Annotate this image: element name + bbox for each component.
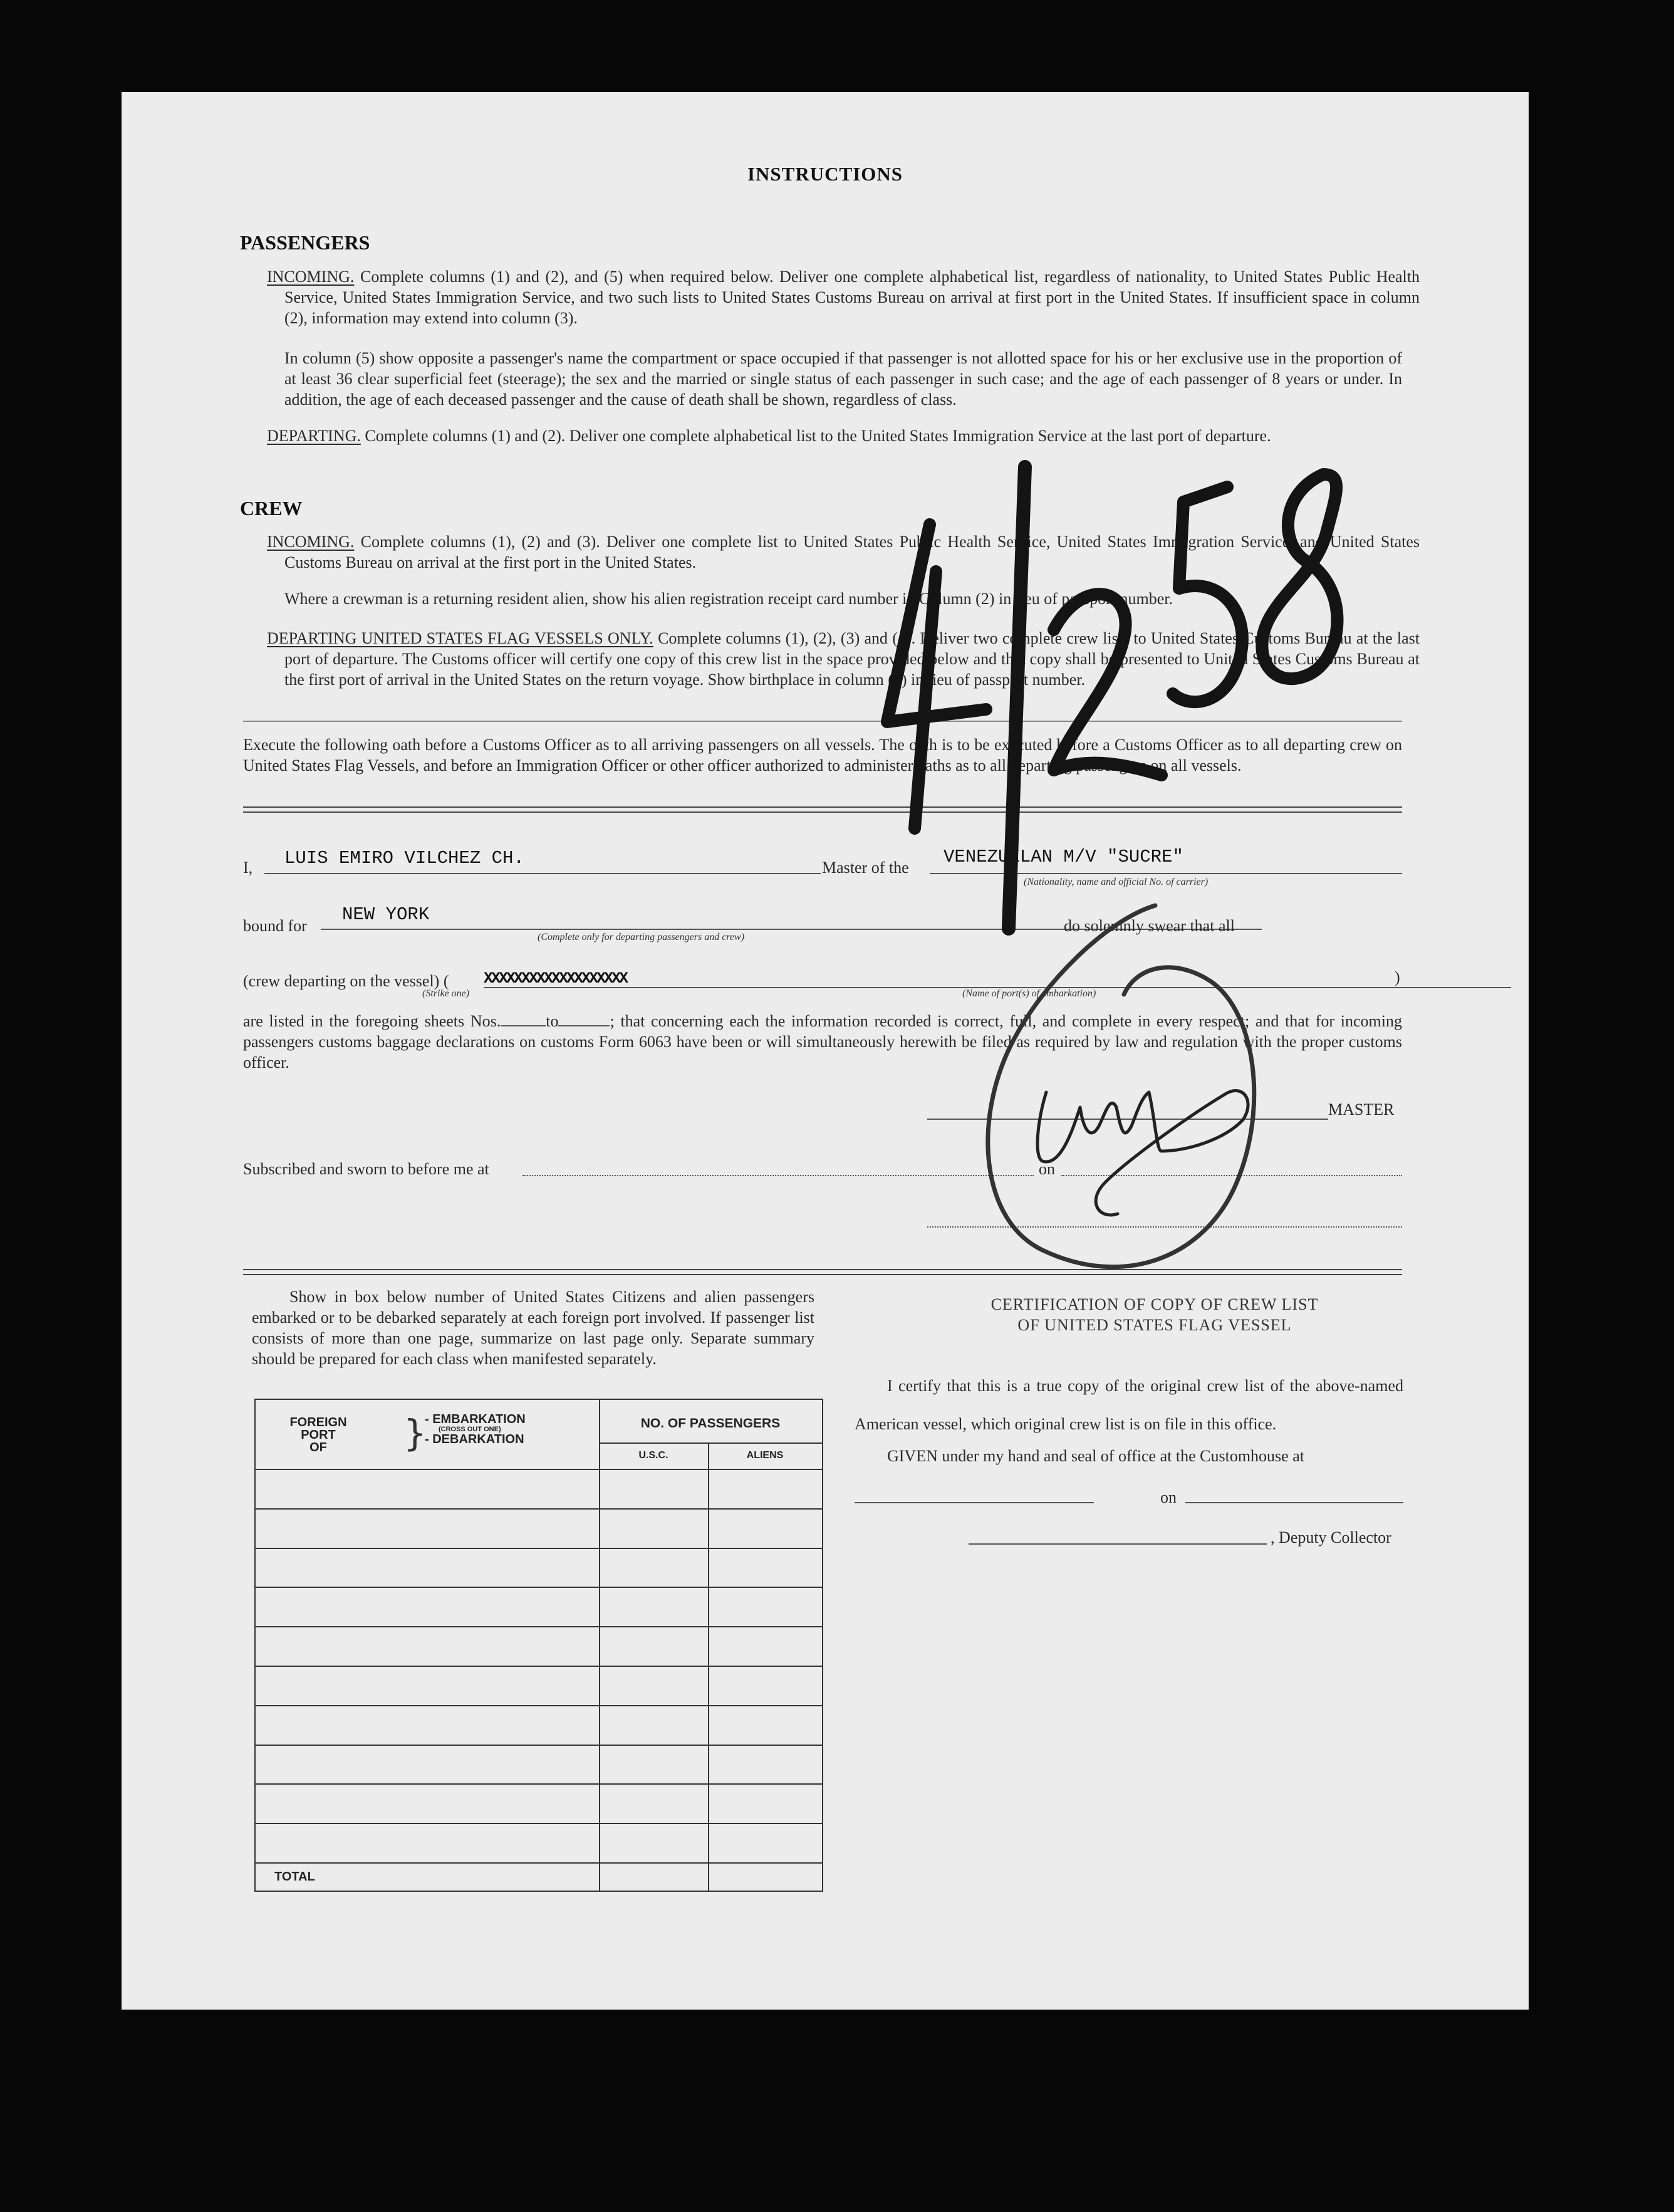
certification-title-line1: CERTIFICATION OF COPY OF CREW LIST: [990, 1295, 1319, 1313]
listed-text-2: ; that concerning each the information recorded is correct, full, and complete in every respect; and that for incoming passengers customs baggage declarations on customs Form 6063 have been or will simultaneously herewith be filed as required by law and regulation with the proper customs officer.: [243, 1012, 1402, 1072]
oath-intro-paragraph: Execute the following oath before a Customs Officer as to all arriving passengers on all vessels. The oath is to be executed before a Customs Officer as to all departing crew on United States Flag Vessels, and before an Immigration Officer or other officer authorized to administer oaths as to all departing passengers on all vessels.: [243, 736, 1402, 775]
crew-incoming-label: INCOMING.: [267, 533, 355, 551]
destination-value: NEW YORK: [342, 904, 430, 925]
subscribed-on-label: on: [1039, 1160, 1055, 1178]
certification-text-2: GIVEN under my hand and seal of office at the Customhouse at: [887, 1447, 1304, 1465]
aliens-header: ALIENS: [746, 1450, 784, 1461]
master-label: MASTER: [1328, 1100, 1395, 1119]
master-signature: [1037, 1091, 1248, 1215]
handwritten-digit-4-stem: [915, 571, 936, 828]
col1-line3: OF: [309, 1441, 327, 1454]
subscribed-label: Subscribed and sworn to before me at: [243, 1160, 489, 1178]
vessel-caption: (Nationality, name and official No. of carrier): [1024, 877, 1209, 887]
passengers-heading: PASSENGERS: [240, 231, 370, 254]
col1-line1: FOREIGN: [289, 1416, 347, 1429]
passengers-incoming-text: Complete columns (1) and (2), and (5) when required below. Deliver one complete alphabetical list, regardless of nationality, to United States Public Health Service, United States Immigration Service, and two such lists to United States Customs Bureau on arrival at first port in the United States. If insufficient space in column (2), information may extend into column (3).: [284, 268, 1420, 327]
crew-heading: CREW: [240, 497, 303, 519]
certification-title-line2: OF UNITED STATES FLAG VESSEL: [1017, 1316, 1292, 1334]
crew-departing-label: (crew departing on the vessel) (: [243, 972, 449, 990]
handwritten-digit-8: [1262, 474, 1337, 679]
cross-out-label: (CROSS OUT ONE): [439, 1426, 501, 1433]
total-label: TOTAL: [274, 1870, 315, 1884]
embarkation-label: - EMBARKATION: [425, 1412, 526, 1426]
debarkation-label: - DEBARKATION: [425, 1432, 524, 1446]
bound-for-label: bound for: [243, 917, 307, 935]
summary-instructions: Show in box below number of United States Citizens and alien passengers embarked or to be debarked separately at each foreign port involved. If passenger list consists of more than one page, summarize on last page only. Separate summary should be prepared for each class when manifested separately.: [252, 1288, 814, 1368]
oath-i-label: I,: [243, 858, 253, 877]
passengers-departing-text: Complete columns (1) and (2). Deliver one complete alphabetical list to the United States Immigration Service at the last port of departure.: [365, 427, 1271, 445]
passengers-incoming-label: INCOMING.: [267, 268, 355, 286]
handwritten-circle: [988, 905, 1254, 1267]
master-of-label: Master of the: [822, 858, 909, 877]
crew-incoming-text: Complete columns (1), (2) and (3). Deliver one complete list to United States Public Health Service, United States Immigration Service, and United States Customs Bureau on arrival at the first port in the United States.: [284, 533, 1420, 571]
page-title: INSTRUCTIONS: [747, 163, 903, 185]
col1-line2: PORT: [301, 1428, 336, 1442]
handwritten-digit-1: [1009, 467, 1025, 929]
listed-text-1: are listed in the foregoing sheets Nos.: [243, 1012, 501, 1030]
ports-caption: (Name of port(s) of embarkation): [962, 988, 1096, 999]
close-paren: ): [1395, 968, 1400, 986]
certification-text-1: I certify that this is a true copy of the original crew list of the above-named American vessel, which original crew list is on file in this office.: [855, 1377, 1403, 1433]
handwritten-digit-5: [1173, 487, 1242, 702]
swear-label: do solemnly swear that all: [1064, 917, 1235, 935]
handwriting-overlay: [122, 92, 1529, 2010]
listed-to-label: to: [546, 1012, 559, 1030]
passengers-column5-paragraph: In column (5) show opposite a passenger's name the compartment or space occupied if that passenger is not allotted space for his or her exclusive use in the proportion of at least 36 clear superficial feet (steerage); the sex and the married or single status of each passenger in such case; and the age of each passenger of 8 years or under. In addition, the age of each deceased passenger and the cause of death shall be shown, regardless of class.: [284, 349, 1402, 409]
deputy-collector-label: , Deputy Collector: [1271, 1528, 1391, 1547]
brace-icon: }: [403, 1412, 427, 1454]
bound-caption: (Complete only for departing passengers and crew): [538, 932, 745, 942]
usc-header: U.S.C.: [638, 1450, 668, 1461]
master-name-value: LUIS EMIRO VILCHEZ CH.: [284, 848, 524, 869]
crew-resident-paragraph: Where a crewman is a returning resident alien, show his alien registration receipt card number in Column (2) in lieu of passport number.: [284, 590, 1173, 608]
crew-departing-text: Complete columns (1), (2), (3) and (4). Deliver two complete crew lists to United States Customs Bureau at the last port of departure. The Customs officer will certify one copy of this crew list in the space provided below and that copy shall be presented to United States Customs Bureau at the first port of arrival in the United States on the return voyage. Show birthplace in column (2) in lieu of passport number.: [284, 629, 1420, 689]
strike-caption: (Strike one): [422, 988, 470, 999]
crew-departing-label: DEPARTING UNITED STATES FLAG VESSELS ONLY.: [267, 629, 653, 647]
passengers-departing-label: DEPARTING.: [267, 427, 361, 445]
document-page: [122, 92, 1529, 2010]
no-of-passengers-header: NO. OF PASSENGERS: [640, 1416, 781, 1431]
vessel-value: VENEZUELAN M/V "SUCRE": [944, 847, 1183, 867]
strike-value: XXXXXXXXXXXXXXXXXXX: [484, 969, 627, 988]
handwritten-digit-2: [1054, 594, 1162, 775]
certification-on-label: on: [1160, 1488, 1177, 1506]
